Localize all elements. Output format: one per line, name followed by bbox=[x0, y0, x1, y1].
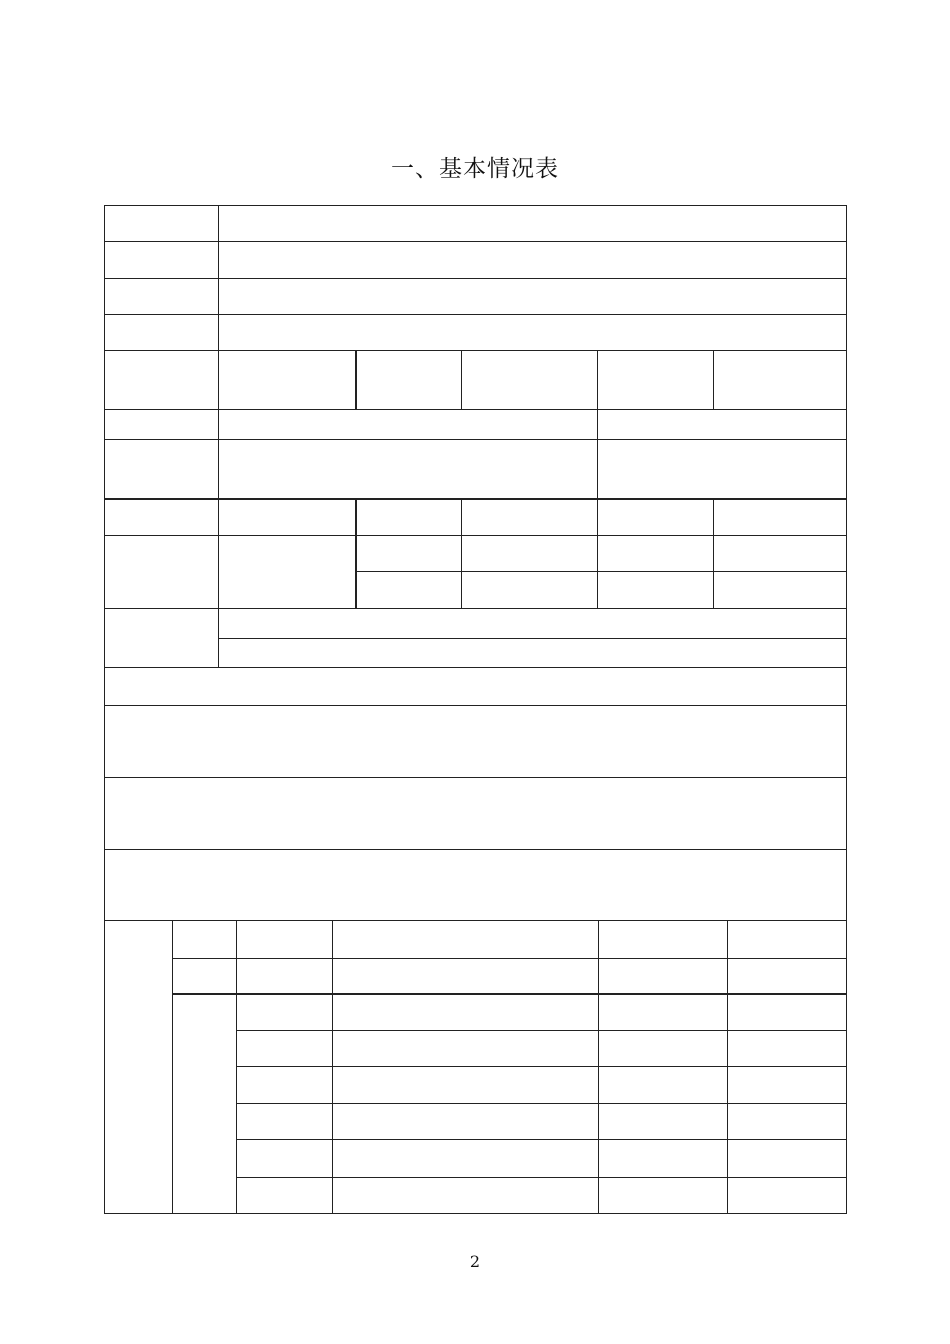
col-divider bbox=[713, 350, 714, 409]
row-divider bbox=[172, 993, 846, 995]
col-divider bbox=[598, 920, 599, 1213]
col-divider bbox=[332, 920, 333, 1213]
row-divider bbox=[236, 1103, 846, 1104]
row-divider bbox=[105, 535, 846, 536]
row-divider bbox=[105, 314, 846, 315]
col-divider bbox=[461, 350, 462, 409]
row-divider bbox=[105, 608, 846, 609]
row-divider bbox=[236, 1066, 846, 1067]
col-divider bbox=[355, 350, 357, 409]
row-divider bbox=[218, 638, 846, 639]
col-divider bbox=[727, 920, 728, 1213]
row-divider bbox=[105, 705, 846, 706]
page-title: 一、基本情况表 bbox=[391, 156, 559, 182]
row-divider bbox=[105, 278, 846, 279]
row-divider bbox=[105, 350, 846, 351]
row-divider bbox=[236, 1030, 846, 1031]
col-divider bbox=[597, 498, 598, 608]
row-divider bbox=[236, 1139, 846, 1140]
col-divider bbox=[218, 350, 219, 505]
row-divider bbox=[105, 849, 846, 850]
row-divider bbox=[105, 667, 846, 668]
col-divider bbox=[355, 498, 357, 608]
col-divider bbox=[218, 206, 219, 350]
row-divider bbox=[105, 777, 846, 778]
row-divider bbox=[105, 241, 846, 242]
col-divider bbox=[713, 498, 714, 608]
row-divider bbox=[356, 571, 846, 572]
row-divider bbox=[105, 498, 846, 500]
row-divider bbox=[236, 1177, 846, 1178]
col-divider bbox=[597, 409, 598, 498]
row-divider bbox=[172, 958, 846, 959]
col-divider bbox=[461, 498, 462, 608]
row-divider bbox=[105, 439, 846, 440]
basic-info-form bbox=[104, 205, 847, 1214]
row-divider bbox=[105, 920, 846, 921]
col-divider bbox=[172, 920, 173, 1213]
page-number: 2 bbox=[469, 1252, 481, 1271]
col-divider bbox=[218, 498, 219, 667]
col-divider bbox=[597, 350, 598, 409]
row-divider bbox=[105, 409, 846, 410]
col-divider bbox=[236, 920, 237, 1213]
